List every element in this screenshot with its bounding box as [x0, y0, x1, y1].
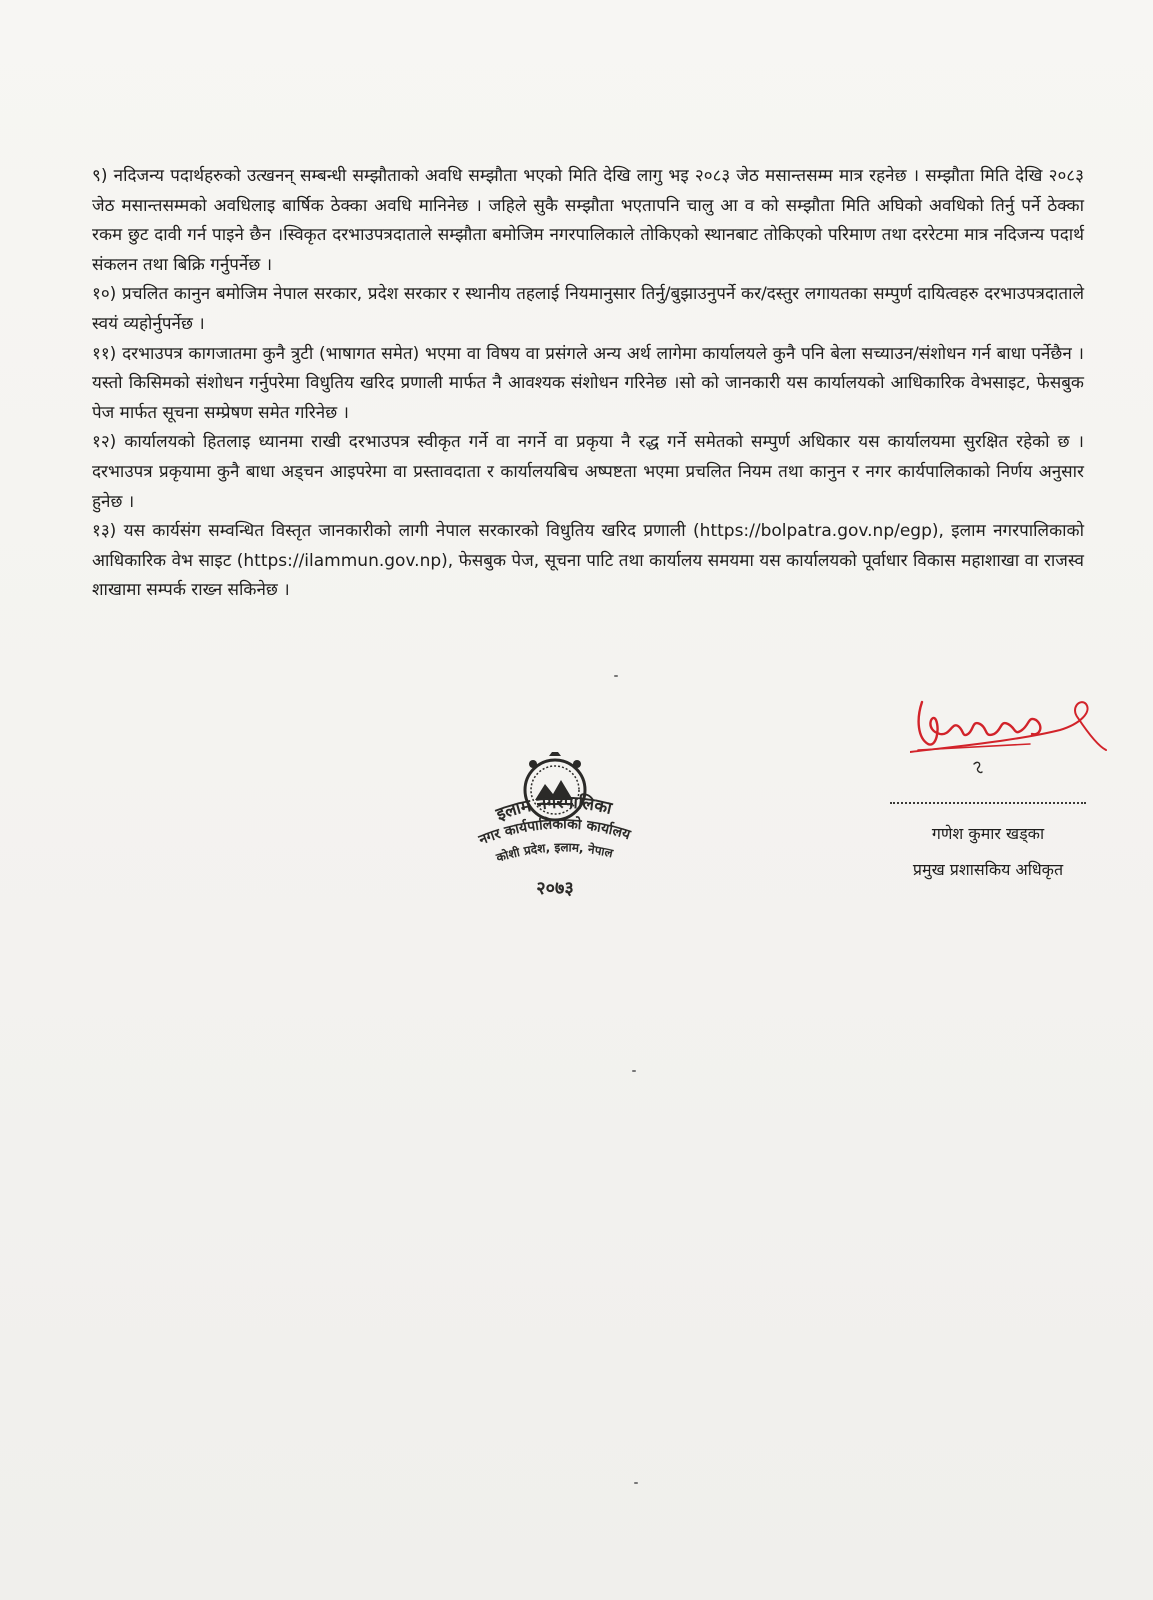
seal-line-2: नगर कार्यपालिकाको कार्यालय: [476, 816, 633, 849]
municipality-seal: [455, 752, 655, 922]
clause-12: १२) कार्यालयको हितलाइ ध्यानमा राखी दरभाउपत्र स्वीकृत गर्ने वा नगर्ने वा प्रकृया नै रद्ध गर्ने समेतको सम्पुर्ण अधिकार यस कार्यालयमा सुरक्षित रहेको छ । दरभाउपत्र प्रकृयामा कुनै बाधा अड्चन आइपरेमा वा प्रस्तावदाता र कार्यालयबिच अष्पष्टता भएमा प्रचलित नियम तथा कानुन र नगर कार्यपालिकाको निर्णय अनुसार हुनेछ ।: [92, 432, 1084, 512]
seal-line-1: इलाम नगरपालिका: [493, 792, 614, 825]
handwritten-signature: [910, 690, 1110, 790]
signer-name: गणेश कुमार खड्का: [931, 824, 1045, 843]
notice-body: [92, 162, 1084, 606]
seal-year: २०७३: [536, 878, 574, 899]
clause-13: १३) यस कार्यसंग सम्वन्धित विस्तृत जानकारीको लागी नेपाल सरकारको विधुतिय खरिद प्रणाली (https://bolpatra.gov.np/egp), इलाम नगरपालिकाको आधिकारिक वेभ साइट (https://ilammun.gov.np), फेसबुक पेज, सूचना पाटि तथा कार्यालय समयमा यस कार्यालयको पूर्वाधार विकास महाशाखा वा राजस्व शाखामा सम्पर्क राख्न सकिनेछ ।: [92, 521, 1084, 601]
clause-9: ९) नदिजन्य पदार्थहरुको उत्खनन् सम्बन्धी सम्झौताको अवधि सम्झौता भएको मिति देखि लागु भइ २०८३ जेठ मसान्तसम्म मात्र रहनेछ । सम्झौता मिति देखि २०८३ जेठ मसान्तसम्मको अवधिलाइ बार्षिक ठेक्का अवधि मानिनेछ । जहिले सुकै सम्झौता भएतापनि चालु आ व को सम्झौता मिति अघिको अवधिको तिर्नु पर्ने ठेक्का रकम छुट दावी गर्न पाइने छैन ।स्विकृत दरभाउपत्रदाताले सम्झौता बमोजिम नगरपालिकाले तोकिएको स्थानबाट तोकिएको परिमाण तथा दररेटमा मात्र नदिजन्य पदार्थ संकलन तथा बिक्रि गर्नुपर्नेछ ।: [92, 166, 1084, 275]
scan-speck: [614, 675, 618, 677]
scan-speck: [632, 1070, 636, 1072]
clause-10: १०) प्रचलित कानुन बमोजिम नेपाल सरकार, प्रदेश सरकार र स्थानीय तहलाई नियमानुसार तिर्नु/बुझाउनुपर्ने कर/दस्तुर लगायतका सम्पुर्ण दायित्वहरु दरभाउपत्रदाताले स्वयं व्यहोर्नुपर्नेछ ।: [92, 284, 1084, 334]
scan-speck: [634, 1482, 638, 1484]
clause-11: ११) दरभाउपत्र कागजातमा कुनै त्रुटी (भाषागत समेत) भएमा वा विषय वा प्रसंगले अन्य अर्थ लागेमा कार्यालयले कुनै पनि बेला सच्याउन/संशोधन गर्न बाधा पर्नेछैन ।यस्तो किसिमको संशोधन गर्नुपरेमा विधुतिय खरिद प्रणाली मार्फत नै आवश्यक संशोधन गरिनेछ ।सो को जानकारी यस कार्यालयको आधिकारिक वेभसाइट, फेसबुक पेज मार्फत सूचना सम्प्रेषण समेत गरिनेछ ।: [92, 343, 1084, 423]
signature-line: [890, 802, 1086, 804]
signer-title: प्रमुख प्रशासकिय अधिकृत: [912, 860, 1064, 879]
seal-line-3: कोशी प्रदेश, इलाम, नेपाल: [494, 840, 615, 865]
